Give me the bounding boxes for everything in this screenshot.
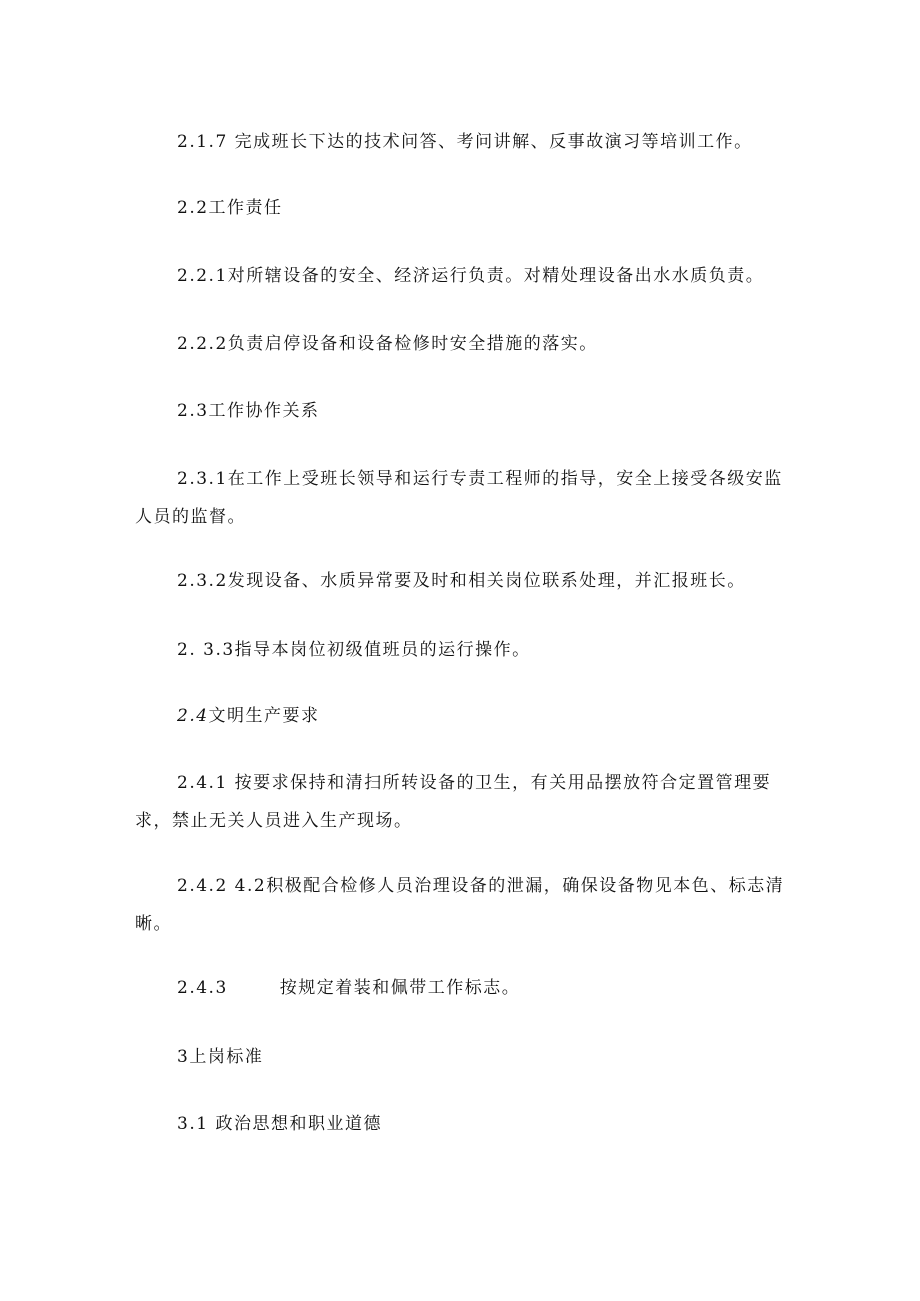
- paragraph-2-4-3-number: 2.4.3: [177, 978, 228, 998]
- paragraph-2-3-1: 2.3.1在工作上受班长领导和运行专责工程师的指导，安全上接受各级安监人员的监督。: [135, 469, 783, 527]
- heading-2-3: 2.3工作协作关系: [177, 401, 320, 421]
- paragraph-2-4-3: [135, 969, 795, 1007]
- paragraph-2-2-1: 2.2.1对所辖设备的安全、经济运行负责。对精处理设备出水水质负责。: [177, 266, 765, 286]
- paragraph-2-1-7: 2.1.7 完成班长下达的技术问答、考问讲解、反事故演习等培训工作。: [177, 132, 753, 152]
- heading-2-2: 2.2工作责任: [177, 198, 283, 218]
- heading-2-4: [135, 697, 795, 735]
- paragraph-2-2-2: 2.2.2负责启停设备和设备检修时安全措施的落实。: [177, 334, 598, 354]
- paragraph-2-4-1: 2.4.1 按要求保持和清扫所转设备的卫生，有关用品摆放符合定置管理要求，禁止无关人员进入生产现场。: [135, 773, 772, 831]
- heading-2-4-number: 2.4: [177, 706, 209, 726]
- paragraph-2-4-2: 2.4.2 4.2积极配合检修人员治理设备的泄漏，确保设备物见本色、标志清晰。: [135, 876, 785, 934]
- heading-3-1: 3.1 政治思想和职业道德: [177, 1114, 382, 1134]
- paragraph-2-4-3-text: 按规定着装和佩带工作标志。: [279, 978, 521, 998]
- paragraph-2-3-2: 2.3.2发现设备、水质异常要及时和相关岗位联系处理，并汇报班长。: [177, 571, 746, 591]
- heading-3: 3上岗标准: [177, 1047, 264, 1067]
- heading-2-4-title: 文明生产要求: [208, 706, 320, 726]
- paragraph-2-3-3: 2. 3.3指导本岗位初级值班员的运行操作。: [177, 640, 531, 660]
